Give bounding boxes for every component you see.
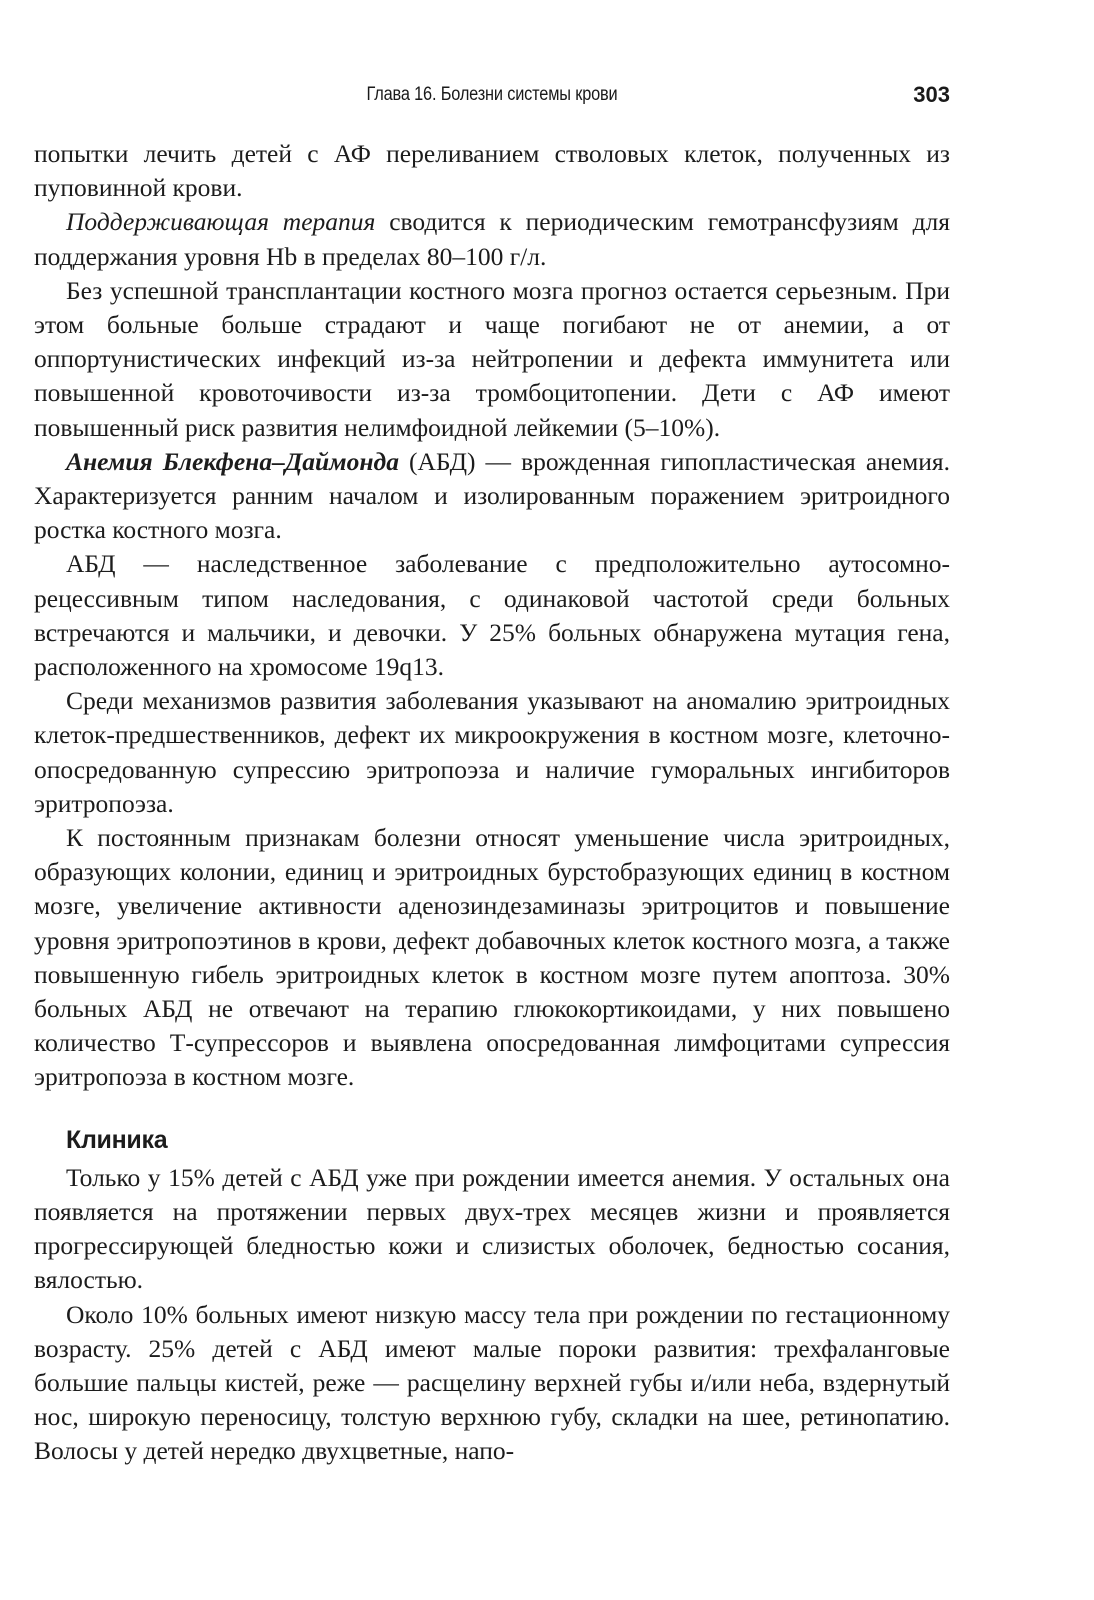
paragraph-continuation: попытки лечить детей с АФ переливанием стволовых клеток, полученных из пуповинной крови. — [34, 139, 950, 203]
running-header — [34, 84, 950, 114]
paragraph-dba-definition-text: (АБД) — врожденная гипопластическая анемия. Характеризуется ранним началом и изолированным поражением эритроидного ростка костного мозга. — [34, 446, 950, 545]
paragraph-signs: К постоянным признакам болезни относят уменьшение числа эритроидных, образующих колонии, единиц и эритроидных бурстобразующих единиц в костном мозге, увеличение активности аденозиндезаминазы эритроцитов и повышение уровня эритропоэтинов в крови, дефект добавочных клеток костного мозга, а также повышенную гибель эритроидных клеток в костном мозге путем апоптоза. 30% больных АБД не отвечают на терапию глюкокортикоидами, у них повышено количество Т-супрессоров и выявлена опосредованная лимфоцитами супрессия эритропоэза в костном мозге. — [34, 823, 950, 1092]
section-heading-clinic: Клиника — [66, 1125, 168, 1154]
paragraph-dba-definition — [34, 445, 950, 548]
paragraph-clinic-onset: Только у 15% детей с АБД уже при рождении имеется анемия. У остальных она появляется на протяжении первых двух-трех месяцев жизни и проявляется прогрессирующей бледностью кожи и слизистых оболочек, бедностью сосания, вялостью. — [34, 1162, 950, 1295]
chapter-title: Глава 16. Болезни системы крови — [366, 84, 618, 105]
paragraph-prognosis: Без успешной трансплантации костного мозга прогноз остается серьезным. При этом больные больше страдают и чаще погибают не от анемии, а от оппортунистических инфекций из-за нейтропении и дефекта иммунитета или повышенной кровоточивости из-за тромбоцитопении. Дети с АФ имеют повышенный риск развития нелимфоидной лейкемии (5–10%). — [34, 275, 950, 442]
paragraph-clinic-malformations: Около 10% больных имеют низкую массу тела при рождении по гестационному возрасту. 25% детей с АБД имеют малые пороки развития: трехфаланговые большие пальцы кистей, реже — расщелину верхней губы и/или неба, вздернутый нос, широкую переносицу, толстую верхнюю губу, складки на шее, ретинопатию. Волосы у детей нередко двухцветные, напо- — [34, 1299, 950, 1466]
term-supportive-therapy: Поддерживающая терапия — [66, 207, 376, 237]
page-number: 303 — [913, 82, 950, 107]
term-dba: Анемия Блекфена–Даймонда — [66, 446, 399, 476]
body-text — [34, 137, 950, 1469]
paragraph-supportive-therapy-text: сводится к периодическим гемотрансфузиям для поддержания уровня Hb в пределах 80–100 г/л. — [34, 207, 951, 271]
paragraph-mechanisms: Среди механизмов развития заболевания указывают на аномалию эритроидных клеток-предшественников, дефект их микроокружения в костном мозге, клеточно-опосредованную супрессию эритропоэза и наличие гуморальных ингибиторов эритропоэза. — [34, 686, 950, 818]
paragraph-supportive-therapy — [34, 205, 950, 273]
paragraph-heredity: АБД — наследственное заболевание с предположительно аутосомно-рецессивным типом наследования, с одинаковой частотой среди больных встречаются и мальчики, и девочки. У 25% больных обнаружена мутация гена, расположенного на хромосоме 19q13. — [34, 549, 950, 682]
